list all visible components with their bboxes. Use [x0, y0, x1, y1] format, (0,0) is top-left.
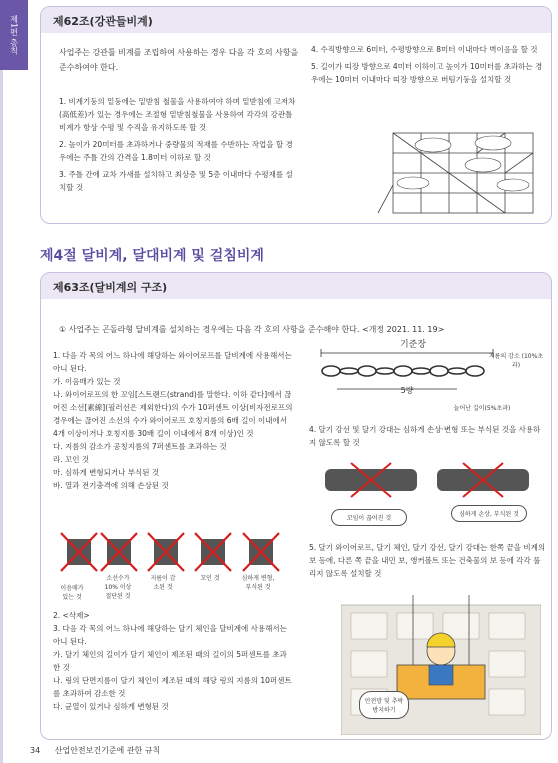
chain-label-mid: 5량	[400, 386, 414, 395]
article-63-header	[41, 273, 551, 299]
rope-rule-ga: 가. 이음매가 있는 것	[53, 377, 121, 386]
rope-rule-ma: 마. 심하게 변형되거나 부식된 것	[53, 468, 160, 477]
chain-rule-2: 2. <삭제>	[53, 611, 90, 620]
article-62-item-5: 5. 길이가 띠장 방향으로 4미터 이하이고 높이가 10미터를 초과하는 경우에는 10미터 이내마다 띠장 방향으로 버팀기둥을 설치할 것	[311, 62, 543, 84]
rope-caption-4: 꼬인 것	[200, 575, 220, 582]
rope-caption-3: 지름이 감소된 것	[150, 575, 176, 591]
article-62-item-2: 2. 높이가 20미터를 초과하거나 중량물의 적재를 수반하는 작업을 할 경우에는 주틀 간의 간격을 1.8미터 이하로 할 것	[59, 140, 293, 162]
rope-rule-1: 1. 다음 각 목의 어느 하나에 해당하는 와이어로프를 달비계에 사용해서는 아니 된다.	[53, 351, 292, 373]
page-number: 34	[30, 746, 41, 755]
rope-bubble-1: 꼬임이 끊어진 것	[331, 509, 407, 526]
footer-title: 산업안전보건기준에 관한 규칙	[54, 746, 161, 755]
chain-rule-da: 다. 균열이 있거나 심하게 변형된 것	[53, 702, 169, 711]
strand-rule-5: 5. 달기 와이어로프, 달기 체인, 달기 강선, 달기 강대는 한쪽 끝을 비계의 보 등에, 다른 쪽 끝을 내민 보, 앵커볼트 또는 건축물의 보 등에 각각 풀리지 않도록 설치할 것	[309, 543, 546, 578]
chain-label-top: 기준장	[399, 340, 427, 350]
rope-rule-ba: 바. 열과 전기충격에 의해 손상된 것	[53, 481, 169, 490]
worker-bubble: 안전망 및 추락 방지하기	[359, 691, 409, 719]
rope-damage-illustrations	[321, 461, 537, 501]
article-62-intro: 사업주는 강관틀 비계를 조립하여 사용하는 경우 다음 각 호의 사항을 준수하여야 한다.	[59, 48, 299, 72]
article-62-items-left	[59, 95, 299, 194]
rope-rule-da: 다. 지름의 감소가 공칭지름의 7퍼센트를 초과하는 것	[53, 442, 227, 451]
rope-defect-illustrations	[59, 529, 289, 575]
article-63-right-col	[309, 423, 547, 449]
rope-bubble-2: 심하게 손상, 부식된 것	[451, 505, 527, 522]
article-62-items-right	[311, 43, 543, 86]
strand-rule-4: 4. 달기 강선 및 달기 강대는 심하게 손상·변형 또는 부식된 것을 사용하지 않도록 할 것	[309, 425, 541, 447]
article-62-left-col	[59, 45, 299, 75]
chain-rule-3: 3. 다음 각 목의 어느 하나에 해당하는 달기 체인을 달비계에 사용해서는 아니 된다.	[53, 624, 287, 646]
article-63-right-col-2	[309, 541, 547, 580]
rope-caption-2: 소선수가 10% 이상 절단된 것	[104, 575, 132, 600]
chain-diagram	[317, 337, 547, 417]
side-divider	[0, 70, 3, 763]
article-62-item-1: 1. 비계기둥의 밑둥에는 밑받침 철물을 사용하여야 하며 밑받침에 고저차(高低差)가 있는 경우에는 조절형 밑받침철물을 사용하여 각각의 강관틀비계가 항상 수평 및 수직을 유지하도록 할 것	[59, 97, 296, 132]
article-62-header	[41, 7, 551, 33]
article-63-intro: ① 사업주는 곤돌라형 달비계를 설치하는 경우에는 다음 각 호의 사항을 준수해야 한다. <개정 2021. 11. 19>	[59, 325, 445, 334]
chain-rule-na: 나. 링의 단면지름이 달기 체인이 제조된 때의 해당 링의 지름의 10퍼센트를 초과하여 감소한 것	[53, 676, 292, 698]
chain-drawing	[317, 347, 497, 403]
rope-caption-1: 이음매가 있는 것	[60, 585, 84, 601]
article-62-item-3: 3. 주틀 간에 교차 가새를 설치하고 최상층 및 5층 이내마다 수평재를 설치할 것	[59, 170, 293, 192]
chain-rule-ga: 가. 달기 체인의 길이가 달기 체인이 제조된 때의 길이의 5퍼센트를 초과한 것	[53, 650, 287, 672]
rope-rule-na: 나. 와이어로프의 한 꼬임[스트랜드(strand)를 말한다. 이하 같다]에서 끊어진 소선[素線](필러선은 제외한다)의 수가 10퍼센트 이상(비자전로프의 경우에는 끊어진 소선의 수가 와이어로프 호칭지름의 6배 길이 이내에서 4개 이상이거나 호칭지름 30배 길이 이내에서 8개 이상)인 것	[53, 390, 293, 438]
article-63-left-col-2	[53, 609, 293, 713]
article-62-box	[40, 6, 552, 224]
article-63-left-col	[53, 349, 293, 492]
article-62-item-4: 4. 수직방향으로 6미터, 수평방향으로 8미터 이내마다 벽이음을 할 것	[311, 45, 538, 54]
page-footer	[30, 745, 172, 756]
scaffold-illustration	[373, 125, 543, 217]
chain-label-right: 지름의 감소 (10%초과)	[488, 353, 544, 369]
article-63-title: 제63조(달비계의 구조)	[53, 281, 168, 294]
article-62-title: 제62조(강관들비계)	[53, 15, 153, 28]
chapter-side-label: 제1편 총칙	[9, 15, 19, 55]
chain-label-bottom: 늘어난 길이(5%초과)	[453, 405, 511, 412]
chapter-side-tab	[0, 0, 28, 70]
article-63-box	[40, 272, 552, 740]
rope-rule-ra: 라. 꼬인 것	[53, 455, 90, 464]
rope-caption-5: 심하게 변형, 부식된 것	[241, 575, 275, 591]
section-title: 제4절 달비계, 달대비계 및 걸침비계	[40, 248, 264, 264]
